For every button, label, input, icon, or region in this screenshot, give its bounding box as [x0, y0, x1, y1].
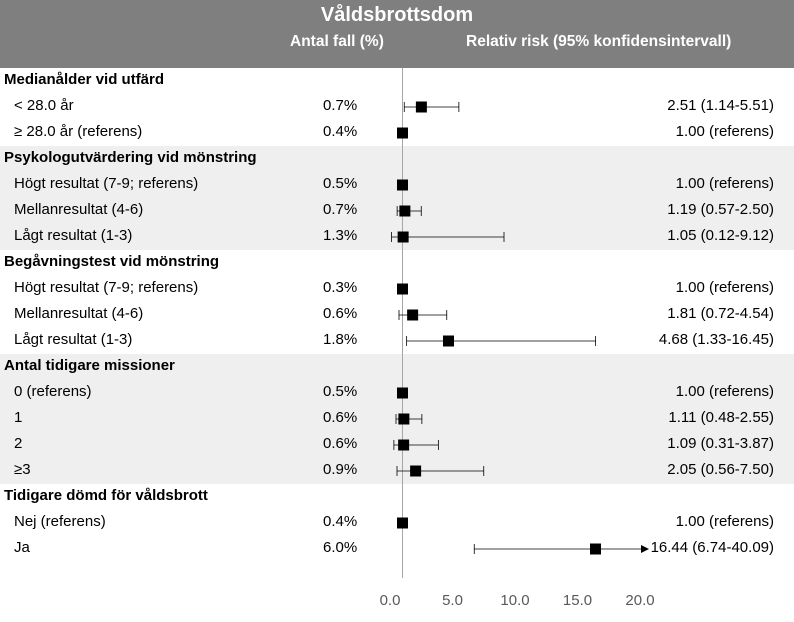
cases-percent: 0.7%	[323, 97, 358, 114]
point-estimate-marker	[397, 518, 408, 529]
relative-risk-text: 1.00 (referens)	[675, 513, 774, 530]
row-label: Mellanresultat (4-6)	[14, 305, 144, 322]
row-label: 0 (referens)	[14, 383, 92, 400]
ci-arrow	[641, 545, 649, 553]
relative-risk-text: 16.44 (6.74-40.09)	[650, 539, 774, 556]
cases-percent: 0.5%	[323, 383, 358, 400]
point-estimate-marker	[398, 440, 409, 451]
relative-risk-text: 2.05 (0.56-7.50)	[667, 461, 774, 478]
relative-risk-text: 1.00 (referens)	[675, 279, 774, 296]
row-label: Lågt resultat (1-3)	[14, 331, 133, 348]
chart-title: Våldsbrottsdom	[320, 4, 474, 26]
point-estimate-marker	[397, 388, 408, 399]
point-estimate-marker	[590, 544, 601, 555]
x-tick-label: 15.0	[562, 592, 593, 609]
cases-percent: 1.8%	[323, 331, 358, 348]
point-estimate-marker	[397, 284, 408, 295]
cases-percent: 6.0%	[323, 539, 358, 556]
row-label: ≥3	[14, 461, 31, 478]
point-estimate-marker	[410, 466, 421, 477]
group-header: Psykologutvärdering vid mönstring	[4, 149, 257, 166]
relative-risk-text: 1.00 (referens)	[675, 123, 774, 140]
relative-risk-text: 1.09 (0.31-3.87)	[667, 435, 774, 452]
cases-percent: 0.3%	[323, 279, 358, 296]
x-tick-label: 20.0	[625, 592, 655, 609]
cases-percent: 1.3%	[323, 227, 358, 244]
relative-risk-text: 1.05 (0.12-9.12)	[667, 227, 774, 244]
row-label: Högt resultat (7-9; referens)	[14, 279, 199, 296]
relative-risk-text: 1.00 (referens)	[675, 383, 774, 400]
point-estimate-marker	[398, 232, 409, 243]
relative-risk-text: 1.11 (0.48-2.55)	[668, 409, 774, 426]
point-estimate-marker	[407, 310, 418, 321]
row-label: 1	[14, 409, 23, 426]
row-label: ≥ 28.0 år (referens)	[14, 123, 143, 140]
row-label: Nej (referens)	[14, 513, 106, 530]
point-estimate-marker	[397, 180, 408, 191]
row-label: < 28.0 år	[14, 97, 74, 114]
point-estimate-marker	[398, 414, 409, 425]
cases-percent: 0.6%	[323, 409, 358, 426]
group-header: Medianålder vid utfärd	[4, 71, 165, 88]
cases-percent: 0.4%	[323, 123, 358, 140]
row-label: Mellanresultat (4-6)	[14, 201, 144, 218]
cases-percent: 0.4%	[323, 513, 358, 530]
group-header: Tidigare dömd för våldsbrott	[4, 487, 208, 504]
row-label: Högt resultat (7-9; referens)	[14, 175, 199, 192]
point-estimate-marker	[399, 206, 410, 217]
relative-risk-text: 2.51 (1.14-5.51)	[667, 97, 774, 114]
group-header: Antal tidigare missioner	[4, 357, 175, 374]
relative-risk-text: 1.81 (0.72-4.54)	[667, 305, 774, 322]
cases-percent: 0.6%	[323, 305, 358, 322]
column-header-cases: Antal fall (%)	[290, 33, 384, 50]
relative-risk-text: 4.68 (1.33-16.45)	[658, 331, 774, 348]
cases-percent: 0.9%	[323, 461, 358, 478]
cases-percent: 0.5%	[323, 175, 358, 192]
x-tick-label: 10.0	[500, 592, 530, 609]
row-label: 2	[14, 435, 23, 452]
point-estimate-marker	[443, 336, 454, 347]
point-estimate-marker	[397, 128, 408, 139]
point-estimate-marker	[416, 102, 427, 113]
group-header: Begåvningstest vid mönstring	[4, 253, 220, 270]
cases-percent: 0.6%	[323, 435, 358, 452]
x-tick-label: 5.0	[442, 592, 463, 609]
relative-risk-text: 1.19 (0.57-2.50)	[667, 201, 774, 218]
column-header-relative-risk: Relativ risk (95% konfidensintervall)	[466, 33, 732, 50]
row-label: Lågt resultat (1-3)	[14, 227, 133, 244]
x-tick-label: 0.0	[379, 592, 401, 609]
cases-percent: 0.7%	[323, 201, 358, 218]
relative-risk-text: 1.00 (referens)	[675, 175, 774, 192]
row-label: Ja	[14, 539, 30, 556]
